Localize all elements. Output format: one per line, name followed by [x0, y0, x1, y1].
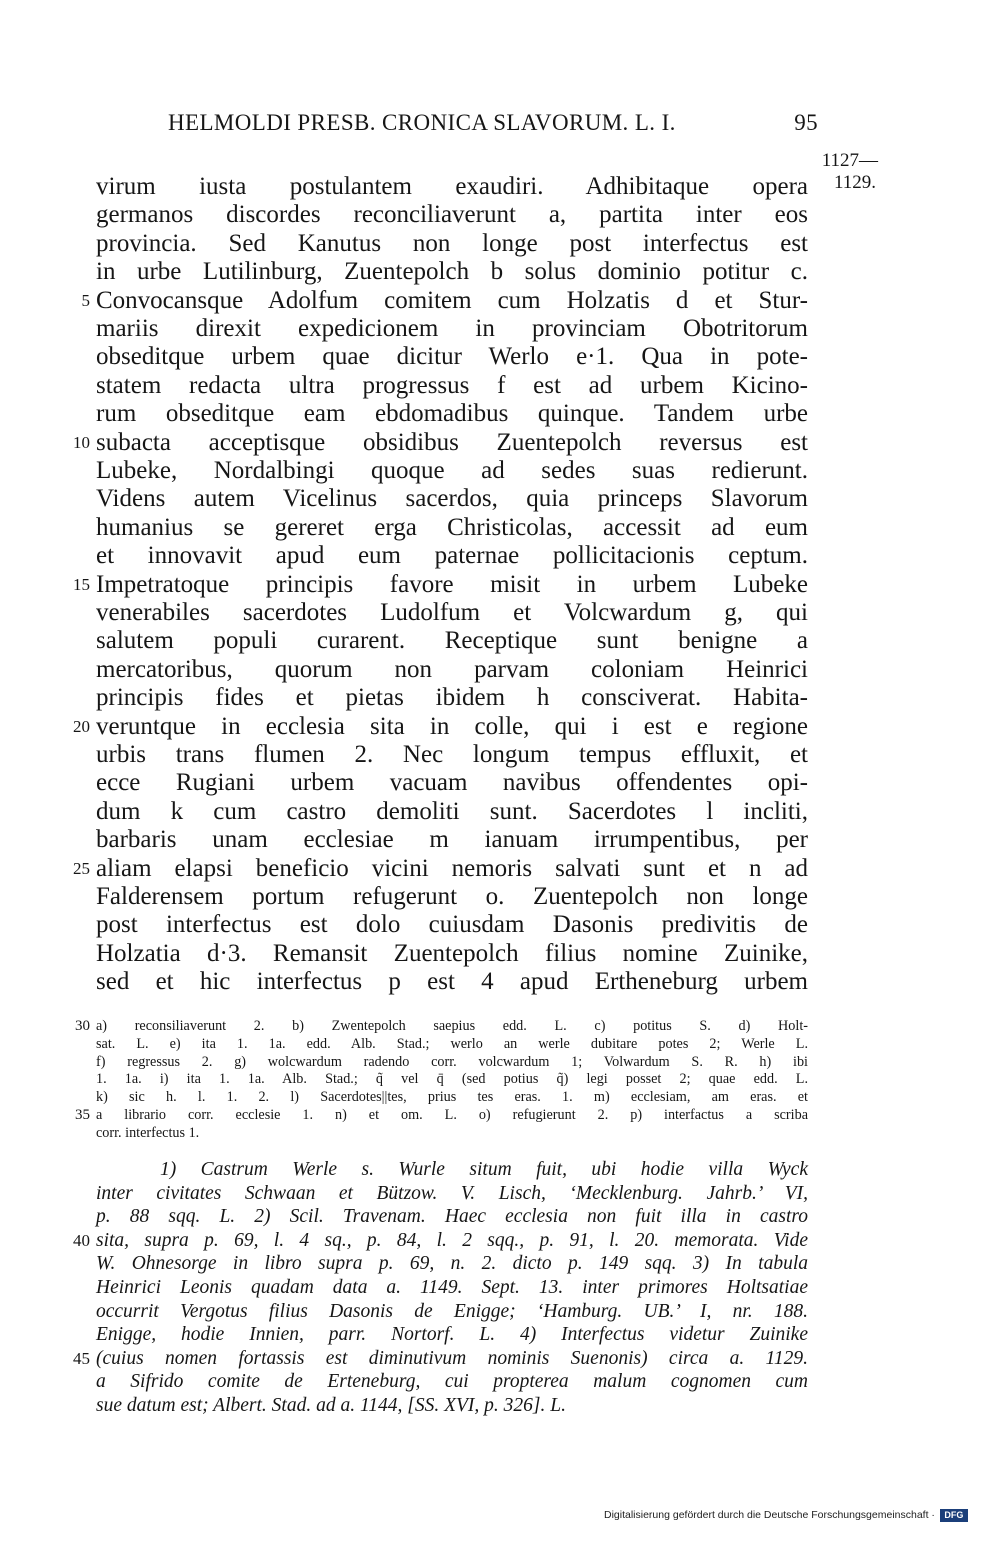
text-line: ecce Rugiani urbem vacuam navibus offendentes opi-: [96, 769, 808, 797]
text-line: Holzatia d·3. Remansit Zuentepolch filius nomine Zuinike,: [96, 939, 808, 967]
text-line: venerabiles sacerdotes Ludolfum et Volcwardum g, qui: [96, 599, 808, 626]
note-line: inter civitates Schwaan et Bützow. V. Lisch, ‘Mecklenburg. Jahrb.’ VI,: [96, 1182, 808, 1204]
note-line: sita, supra p. 69, l. 4 sq., p. 84, l. 2 sqq., p. 91, l. 20. memorata. Vide: [96, 1229, 808, 1251]
page-number: 95: [794, 110, 818, 135]
line-number: 5: [81, 290, 90, 310]
text-line: urbis trans flumen 2. Nec longum tempus effluxit, et: [96, 741, 808, 768]
text-line: mariis direxit expedicionem in provinciam Obotritorum: [96, 315, 808, 342]
apparatus-line: k) sic h. l. 1. 2. l) Sacerdotes||tes, prius tes eras. 1. m) ecclesiam, am eras. et: [96, 1089, 808, 1106]
text-line: Lubeke, Nordalbingi quoque ad sedes suas redierunt.: [96, 457, 808, 484]
text-line: aliam elapsi beneficio vicini nemoris salvati sunt et n ad: [96, 854, 808, 882]
text-line: salutem populi curarent. Receptique sunt benigne a: [96, 627, 808, 655]
apparatus-line: a librario corr. ecclesie 1. n) et om. L. o) refugierunt 2. p) interfactus a scriba: [96, 1107, 808, 1123]
apparatus-line: corr. interfectus 1.: [96, 1124, 200, 1141]
text-line: obseditque urbem quae dicitur Werlo e·1. Qua in pote-: [96, 343, 808, 371]
running-title: HELMOLDI PRESB. CRONICA SLAVORUM. L. I.: [168, 110, 676, 135]
line-number: 25: [73, 858, 90, 878]
text-line: virum iusta postulantem exaudiri. Adhibitaque opera: [96, 173, 808, 200]
text-line: Videns autem Vicelinus sacerdos, quia princeps Slavorum: [96, 485, 808, 513]
line-number: 35: [75, 1107, 90, 1123]
credit-text: Digitalisierung gefördert durch die Deutsche Forschungsgemeinschaft ·: [604, 1509, 935, 1522]
text-line: dum k cum castro demoliti sunt. Sacerdotes l incliti,: [96, 797, 808, 825]
note-line: occurrit Vergotus filius Dasonis de Enigge; ‘Hamburg. UB.’ I, nr. 188.: [96, 1300, 808, 1322]
running-header: [168, 110, 818, 142]
line-number: 40: [73, 1230, 90, 1250]
dfg-logo-icon: DFG: [940, 1509, 968, 1522]
note-line: 1) Castrum Werle s. Wurle situm fuit, ubi hodie villa Wyck: [160, 1159, 808, 1180]
text-line: subacta acceptisque obsidibus Zuentepolch reversus est: [96, 428, 808, 456]
digitization-credit: [604, 1506, 986, 1524]
line-number: 45: [73, 1348, 90, 1368]
line-number: 20: [73, 716, 90, 736]
text-line: post interfectus est dolo cuiusdam Dasonis predivitis de: [96, 911, 808, 939]
note-line: Heinrici Leonis quadam data a. 1149. Sept. 13. inter primores Holtsatiae: [96, 1277, 808, 1298]
margin-date-end: 1129.: [833, 172, 876, 193]
note-line: sue datum est; Albert. Stad. ad a. 1144, [SS. XVI, p. 326]. L.: [96, 1395, 566, 1416]
text-line: veruntque in ecclesia sita in colle, qui i est e regione: [96, 712, 808, 740]
note-line: W. Ohnesorge in libro supra p. 69, n. 2. dicto p. 149 sqq. 3) In tabula: [96, 1253, 808, 1275]
text-line: sed et hic interfectus p est 4 apud Ertheneburg urbem: [96, 968, 808, 996]
text-line: provincia. Sed Kanutus non longe post interfectus est: [96, 229, 808, 257]
apparatus-line: a) reconsiliaverunt 2. b) Zwentepolch saepius edd. L. c) potitus S. d) Holt-: [96, 1018, 808, 1034]
apparatus-line: f) regressus 2. g) wolcwardum radendo corr. volcwardum 1; Volwardum S. R. h) ibi: [96, 1053, 808, 1070]
text-line: mercatoribus, quorum non parvam coloniam Heinrici: [96, 655, 808, 683]
margin-date-range: [816, 150, 878, 194]
line-number: 10: [73, 432, 90, 452]
line-number: 30: [75, 1018, 90, 1034]
note-line: Enigge, hodie Innien, parr. Nortorf. L. 4) Interfectus videtur Zuinike: [96, 1324, 808, 1346]
text-line: rum obseditque eam ebdomadibus quinque. Tandem urbe: [96, 400, 808, 428]
note-line: (cuius nomen fortassis est diminutivum nominis Suenonis) circa a. 1129.: [96, 1347, 808, 1369]
text-line: barbaris unam ecclesiae m ianuam irrumpentibus, per: [96, 826, 808, 854]
line-number: 15: [73, 574, 90, 594]
text-line: Impetratoque principis favore misit in urbem Lubeke: [96, 570, 808, 598]
text-line: Convocansque Adolfum comitem cum Holzatis d et Stur-: [96, 286, 808, 314]
note-line: p. 88 sqq. L. 2) Scil. Travenam. Haec ecclesia non fuit illa in castro: [96, 1206, 808, 1228]
text-line: statem redacta ultra progressus f est ad urbem Kicino-: [96, 371, 808, 399]
text-line: humanius se gereret erga Christicolas, accessit ad eum: [96, 513, 808, 541]
text-line: principis fides et pietas ibidem h consciverat. Habita-: [96, 684, 808, 712]
apparatus-line: sat. L. e) ita 1. 1a. edd. Alb. Stad.; werlo an werle dubitare potes 2; Werle L.: [96, 1035, 808, 1052]
text-line: et innovavit apud eum paternae pollicitacionis ceptum.: [96, 542, 808, 570]
text-line: germanos discordes reconciliaverunt a, partita inter eos: [96, 201, 808, 229]
note-line: a Sifrido comite de Erteneburg, cui propterea malum cognomen cum: [96, 1371, 808, 1393]
margin-date-start: 1127—: [821, 150, 878, 171]
apparatus-line: 1. 1a. i) ita 1. 1a. Alb. Stad.; q̃ vel q̄ (sed potius q̃) legi posset 2; quae edd. L.: [96, 1071, 808, 1088]
text-line: in urbe Lutilinburg, Zuentepolch b solus dominio potitur c.: [96, 258, 808, 286]
text-line: Falderensem portum refugerunt o. Zuentepolch non longe: [96, 883, 808, 910]
